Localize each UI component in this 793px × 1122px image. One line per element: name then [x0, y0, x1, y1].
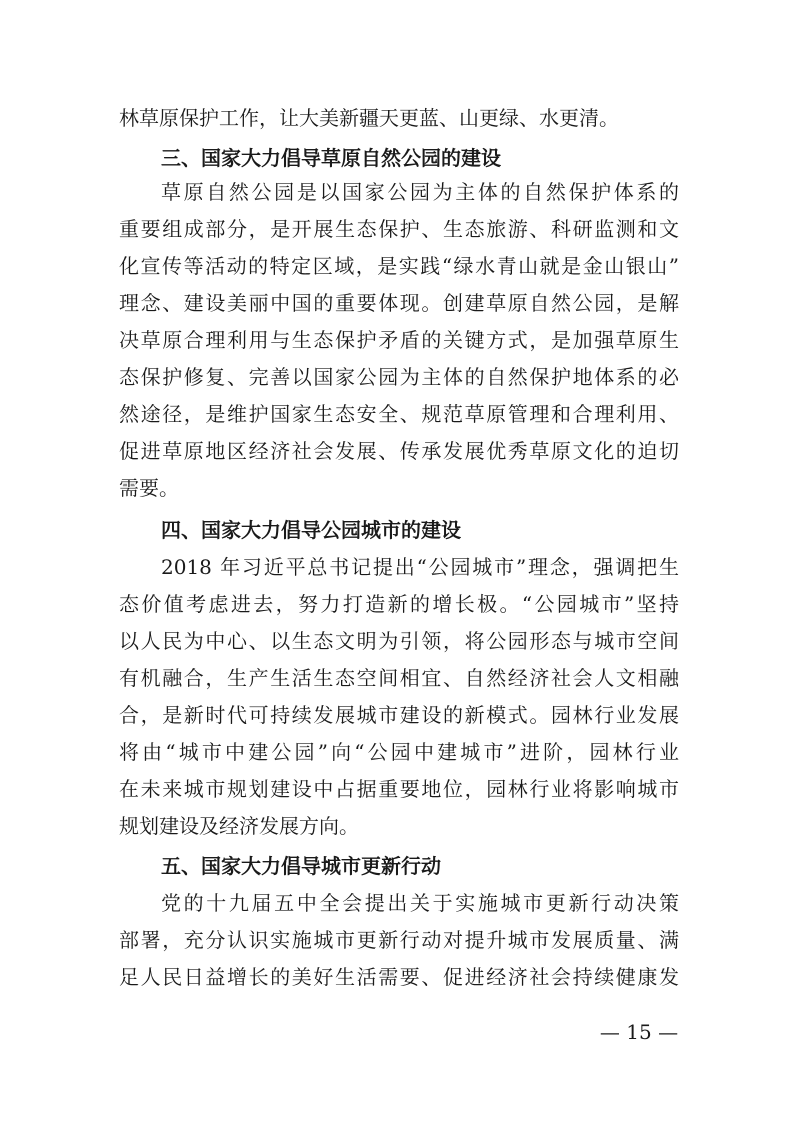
paragraph-line: 2018 年习近平总书记提出“公园城市”理念，强调把生 [161, 555, 679, 579]
page-number: — 15 — [599, 1020, 679, 1044]
paragraph-line: 决草原合理利用与生态保护矛盾的关键方式，是加强草原生 [119, 328, 679, 352]
paragraph-line: 化宣传等活动的特定区域，是实践“绿水青山就是金山银山” [119, 254, 679, 278]
paragraph-line: 重要组成部分，是开展生态保护、生态旅游、科研监测和文 [119, 217, 679, 241]
paragraph-line: 合，是新时代可持续发展城市建设的新模式。园林行业发展 [119, 703, 679, 727]
paragraph-line: 足人民日益增长的美好生活需要、促进经济社会持续健康发 [119, 965, 679, 989]
paragraph-line: 态保护修复、完善以国家公园为主体的自然保护地体系的必 [119, 365, 679, 389]
paragraph-line: 理念、建设美丽中国的重要体现。创建草原自然公园，是解 [119, 291, 679, 315]
paragraph-line: 促进草原地区经济社会发展、传承发展优秀草原文化的迫切 [119, 439, 679, 463]
paragraph-line: 需要。 [119, 476, 179, 500]
paragraph-line: 将由“城市中建公园”向“公园中建城市”进阶，园林行业 [119, 740, 679, 764]
section-heading-4: 四、国家大力倡导公园城市的建设 [161, 518, 461, 542]
paragraph-line: 在未来城市规划建设中占据重要地位，园林行业将影响城市 [119, 777, 679, 801]
paragraph-line: 有机融合，生产生活生态空间相宜、自然经济社会人文相融 [119, 666, 679, 690]
paragraph-line: 党的十九届五中全会提出关于实施城市更新行动决策 [161, 891, 679, 915]
paragraph-line: 部署，充分认识实施城市更新行动对提升城市发展质量、满 [119, 928, 679, 952]
paragraph-line: 林草原保护工作，让大美新疆天更蓝、山更绿、水更清。 [119, 106, 619, 130]
paragraph-line: 态价值考虑进去，努力打造新的增长极。“公园城市”坚持 [119, 592, 679, 616]
section-heading-5: 五、国家大力倡导城市更新行动 [161, 854, 441, 878]
paragraph-line: 以人民为中心、以生态文明为引领，将公园形态与城市空间 [119, 629, 679, 653]
paragraph-line: 规划建设及经济发展方向。 [119, 814, 359, 838]
paragraph-line: 草原自然公园是以国家公园为主体的自然保护体系的 [161, 180, 679, 204]
section-heading-3: 三、国家大力倡导草原自然公园的建设 [161, 146, 501, 170]
paragraph-line: 然途径，是维护国家生态安全、规范草原管理和合理利用、 [119, 402, 679, 426]
